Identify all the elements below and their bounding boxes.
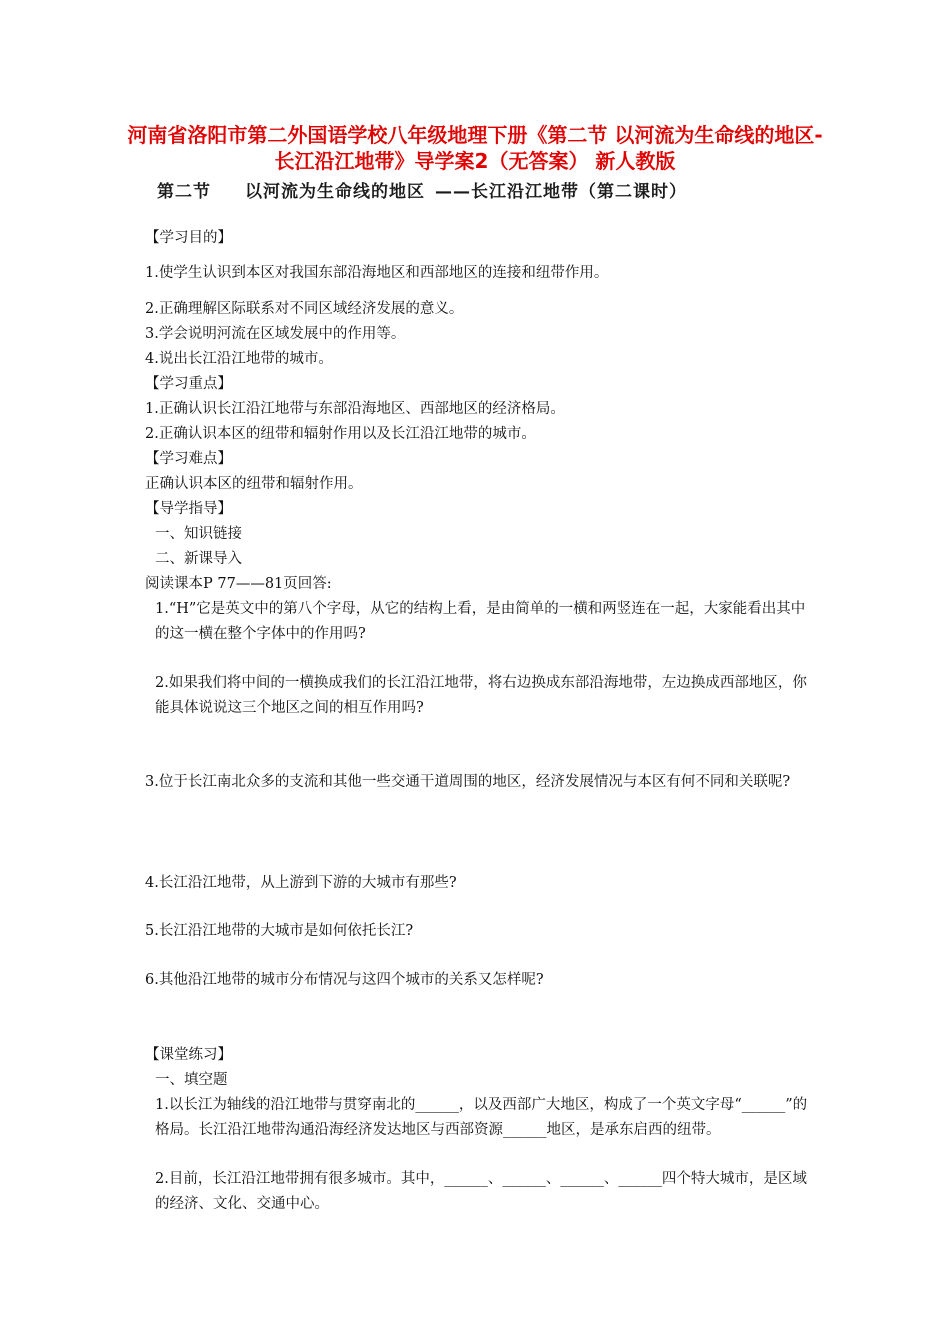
question-item: 1.“H”它是英文中的第八个字母，从它的结构上看，是由简单的一横和两竖连在一起，大家能看出其中的这一横在整个字体中的作用吗? bbox=[155, 601, 806, 642]
subtitle-topic: 以河流为生命线的地区 bbox=[245, 182, 425, 202]
practice-heading: 【课堂练习】 bbox=[145, 1047, 232, 1063]
difficulty-text: 正确认识本区的纽带和辐射作用。 bbox=[145, 476, 363, 492]
goals-heading: 【学习目的】 bbox=[145, 230, 232, 246]
goal-item: 1.使学生认识到本区对我国东部沿海地区和西部地区的连接和纽带作用。 bbox=[145, 265, 609, 281]
goal-item: 3.学会说明河流在区域发展中的作用等。 bbox=[145, 326, 406, 342]
fill-blank-item: 2.目前，长江沿江地带拥有很多城市。其中，______、______、______、______四个特大城市，是区域的经济、文化、交通中心。 bbox=[155, 1171, 807, 1212]
fill-blank-item: 1.以长江为轴线的沿江地带与贯穿南北的______，以及西部广大地区，构成了一个英文字母“______”的格局。长江沿江地带沟通沿海经济发达地区与西部资源______地区，是承东启西的纽带。 bbox=[155, 1097, 808, 1138]
goal-item: 4.说出长江沿江地带的城市。 bbox=[145, 351, 333, 367]
goal-item: 2.正确理解区际联系对不同区域经济发展的意义。 bbox=[145, 301, 464, 317]
reading-instruction: 阅读课本P 77——81页回答: bbox=[145, 576, 332, 592]
document-title: 河南省洛阳市第二外国语学校八年级地理下册《第二节 以河流为生命线的地区-长江沿江地带》导学案2（无答案） 新人教版 bbox=[127, 123, 823, 173]
guide-new-lesson: 二、新课导入 bbox=[155, 551, 242, 567]
focus-item: 1.正确认识长江沿江地带与东部沿海地区、西部地区的经济格局。 bbox=[145, 401, 565, 417]
guide-knowledge-link: 一、知识链接 bbox=[155, 526, 242, 542]
lesson-subtitle bbox=[157, 177, 797, 202]
focus-heading: 【学习重点】 bbox=[145, 376, 232, 392]
question-item: 5.长江沿江地带的大城市是如何依托长江? bbox=[145, 923, 414, 939]
subtitle-lesson: ——长江沿江地带（第二课时） bbox=[435, 182, 687, 202]
difficulty-heading: 【学习难点】 bbox=[145, 451, 232, 467]
question-item: 2.如果我们将中间的一横换成我们的长江沿江地带，将右边换成东部沿海地带，左边换成西部地区，你能具体说说这三个地区之间的相互作用吗? bbox=[155, 675, 807, 716]
focus-item: 2.正确认识本区的纽带和辐射作用以及长江沿江地带的城市。 bbox=[145, 426, 536, 442]
question-item: 4.长江沿江地带，从上游到下游的大城市有那些? bbox=[145, 875, 457, 891]
practice-fill-blank-title: 一、填空题 bbox=[155, 1072, 228, 1088]
question-item: 3.位于长江南北众多的支流和其他一些交通干道周围的地区，经济发展情况与本区有何不同和关联呢? bbox=[145, 774, 791, 790]
subtitle-section: 第二节 bbox=[157, 182, 211, 202]
guide-heading: 【导学指导】 bbox=[145, 501, 232, 517]
question-item: 6.其他沿江地带的城市分布情况与这四个城市的关系又怎样呢? bbox=[145, 972, 544, 988]
